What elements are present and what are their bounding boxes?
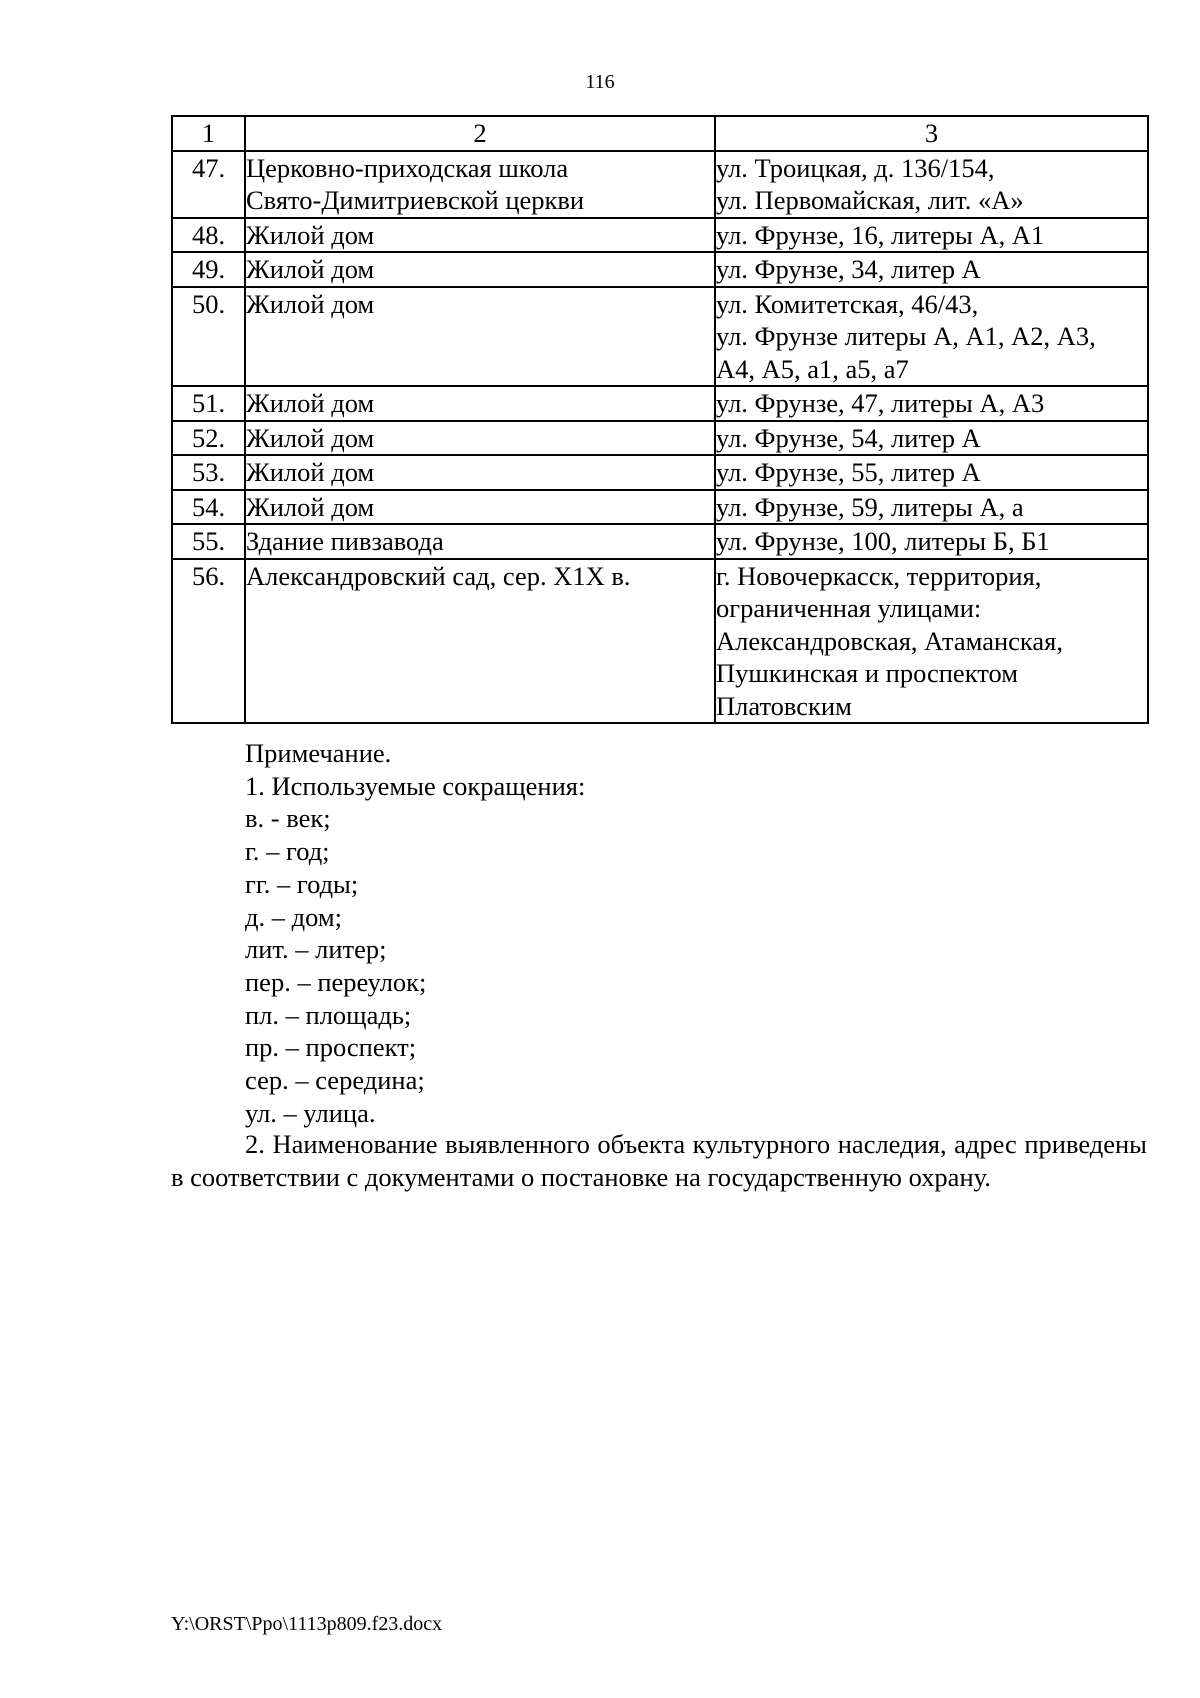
object-address-line: Платовским <box>716 690 852 721</box>
header-cell: 2 <box>245 116 715 151</box>
object-name <box>245 218 715 253</box>
object-name-line: Свято-Димитриевской церкви <box>246 185 585 215</box>
object-address-line: ул. Фрунзе, 47, литеры А, А3 <box>716 388 1045 418</box>
row-number: 48. <box>172 218 245 253</box>
abbreviation: г. – год; <box>245 836 330 867</box>
abbreviation: пл. – площадь; <box>245 999 412 1030</box>
object-address-line: ул. Фрунзе, 16, литеры А, А1 <box>716 219 1045 250</box>
object-address <box>715 490 1148 525</box>
object-name-line: Жилой дом <box>246 288 375 319</box>
abbreviation: сер. – середина; <box>245 1065 425 1096</box>
object-address <box>715 287 1148 387</box>
object-address <box>715 252 1148 287</box>
notes-item-2 <box>171 1128 1147 1193</box>
object-address <box>715 524 1148 559</box>
table-row <box>172 287 1148 387</box>
abbreviation: гг. – годы; <box>245 868 359 899</box>
object-address <box>715 151 1148 218</box>
row-number: 52. <box>172 421 245 456</box>
table-header-row <box>172 116 1148 151</box>
row-number: 51. <box>172 386 245 421</box>
row-number: 47. <box>172 151 245 218</box>
object-address-line: ул. Фрунзе, 54, литер А <box>716 422 981 453</box>
notes-item-2-text: 2. Наименование выявленного объекта культурного наследия, адрес приведены в соответствии с документами о постановке на государственную охрану. <box>171 1129 1147 1192</box>
row-number: 49. <box>172 252 245 287</box>
page-number: 116 <box>585 71 615 93</box>
table-row <box>172 524 1148 559</box>
object-address-line: ул. Фрунзе литеры А, А1, А2, А3, <box>716 321 1096 351</box>
object-name <box>245 490 715 525</box>
abbreviation: д. – дом; <box>245 901 342 932</box>
header-cell: 3 <box>715 116 1148 151</box>
object-name <box>245 524 715 559</box>
notes-item-1: 1. Используемые сокращения: <box>245 770 586 801</box>
object-name <box>245 287 715 387</box>
object-name-line: Жилой дом <box>246 457 375 487</box>
table-row <box>172 455 1148 490</box>
header-cell: 1 <box>172 116 245 151</box>
object-name <box>245 151 715 218</box>
object-address <box>715 421 1148 456</box>
object-address <box>715 559 1148 724</box>
notes-block <box>245 737 585 1129</box>
object-name-line: Жилой дом <box>246 254 375 284</box>
object-address-line: ул. Фрунзе, 100, литеры Б, Б1 <box>716 526 1050 556</box>
heritage-objects-table <box>171 115 1149 724</box>
object-address-line: ул. Троицкая, д. 136/154, <box>716 152 995 183</box>
row-number: 55. <box>172 524 245 559</box>
object-address-line: Пушкинская и проспектом <box>716 658 1018 688</box>
row-number: 54. <box>172 490 245 525</box>
file-path-footer: Y:\ORST\Ppo\1113p809.f23.docx <box>171 1613 443 1635</box>
object-address-line: Александровская, Атаманская, <box>716 625 1063 656</box>
object-address-line: ул. Фрунзе, 34, литер А <box>716 254 981 284</box>
object-address <box>715 455 1148 490</box>
row-number: 56. <box>172 559 245 724</box>
table-row <box>172 151 1148 218</box>
table-row <box>172 421 1148 456</box>
object-name-line: Александровский сад, сер. X1X в. <box>246 560 631 591</box>
object-name <box>245 252 715 287</box>
table-row <box>172 218 1148 253</box>
table-row <box>172 490 1148 525</box>
object-name <box>245 455 715 490</box>
object-name-line: Здание пивзавода <box>246 526 444 556</box>
object-name-line: Жилой дом <box>246 491 375 522</box>
object-address-line: ул. Комитетская, 46/43, <box>716 288 979 319</box>
object-address-line: ул. Фрунзе, 55, литер А <box>716 457 981 487</box>
object-name-line: Церковно-приходская школа <box>246 152 569 183</box>
abbreviation: ул. – улица. <box>245 1097 376 1128</box>
object-address-line: ограниченная улицами: <box>716 593 982 623</box>
table-row <box>172 559 1148 724</box>
table-row <box>172 252 1148 287</box>
object-name <box>245 386 715 421</box>
row-number: 53. <box>172 455 245 490</box>
abbreviation: в. - век; <box>245 803 331 834</box>
object-address <box>715 386 1148 421</box>
object-address-line: ул. Первомайская, лит. «А» <box>716 185 1024 215</box>
object-address <box>715 218 1148 253</box>
object-name-line: Жилой дом <box>246 422 375 453</box>
object-address-line: г. Новочеркасск, территория, <box>716 560 1042 591</box>
object-name <box>245 421 715 456</box>
abbreviation: лит. – литер; <box>245 934 387 965</box>
object-address-line: ул. Фрунзе, 59, литеры А, а <box>716 491 1024 522</box>
row-number: 50. <box>172 287 245 387</box>
object-name <box>245 559 715 724</box>
notes-title: Примечание. <box>245 738 392 768</box>
object-name-line: Жилой дом <box>246 388 375 418</box>
object-address-line: А4, А5, а1, а5, а7 <box>716 353 909 384</box>
object-name-line: Жилой дом <box>246 219 375 250</box>
abbreviation: пер. – переулок; <box>245 966 427 997</box>
table-row <box>172 386 1148 421</box>
abbreviation: пр. – проспект; <box>245 1032 417 1063</box>
